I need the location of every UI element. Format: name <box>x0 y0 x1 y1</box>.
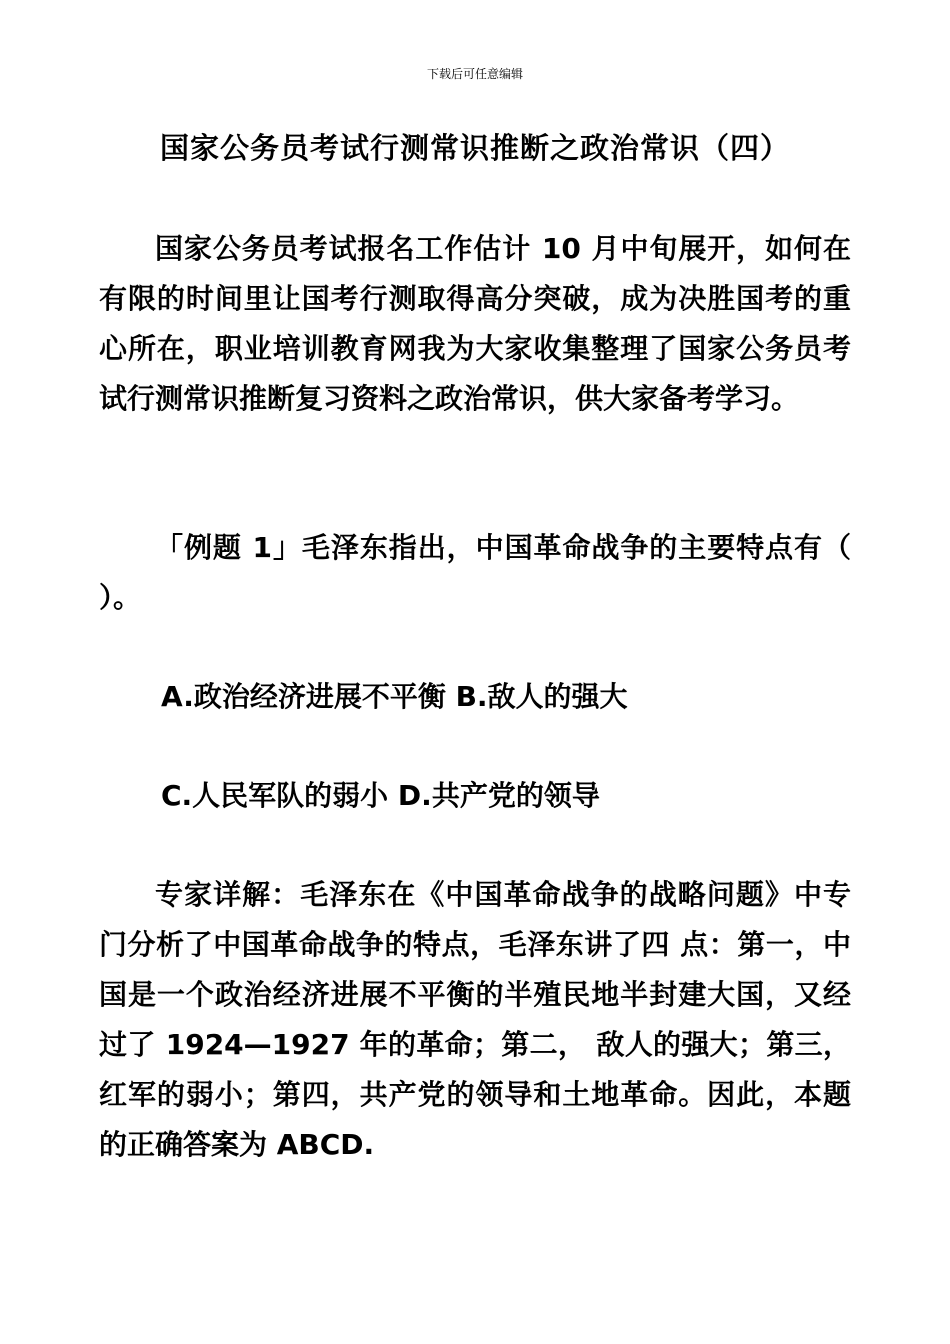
page-title: 国家公务员考试行测常识推断之政治常识（四） <box>159 131 790 165</box>
question-paragraph: 「例题 1」毛泽东指出，中国革命战争的主要特点有（ ）。 <box>99 531 851 614</box>
options-line-ab: A.政治经济进展不平衡 B.敌人的强大 <box>161 680 628 713</box>
header-note: 下载后可任意编辑 <box>426 67 523 81</box>
answer-explanation-paragraph: 专家详解：毛泽东在《中国革命战争的战略问题》中专门分析了中国革命战争的特点，毛泽东讲了四 点：第一，中国是一个政治经济进展不平衡的半殖民地半封建大国，又经过了 1924—1927 年的革命；第二， 敌人的强大；第三，红军的弱小；第四，共产党的领导和土地革命。因此，本题的正确答案为 ABCD. <box>99 878 851 1161</box>
intro-paragraph: 国家公务员考试报名工作估计 10 月中旬展开，如何在有限的时间里让国考行测取得高分突破，成为决胜国考的重心所在，职业培训教育网我为大家收集整理了国家公务员考试行测常识推断复习资料之政治常识，供大家备考学习。 <box>99 232 851 415</box>
options-line-cd: C.人民军队的弱小 D.共产党的领导 <box>161 779 600 812</box>
